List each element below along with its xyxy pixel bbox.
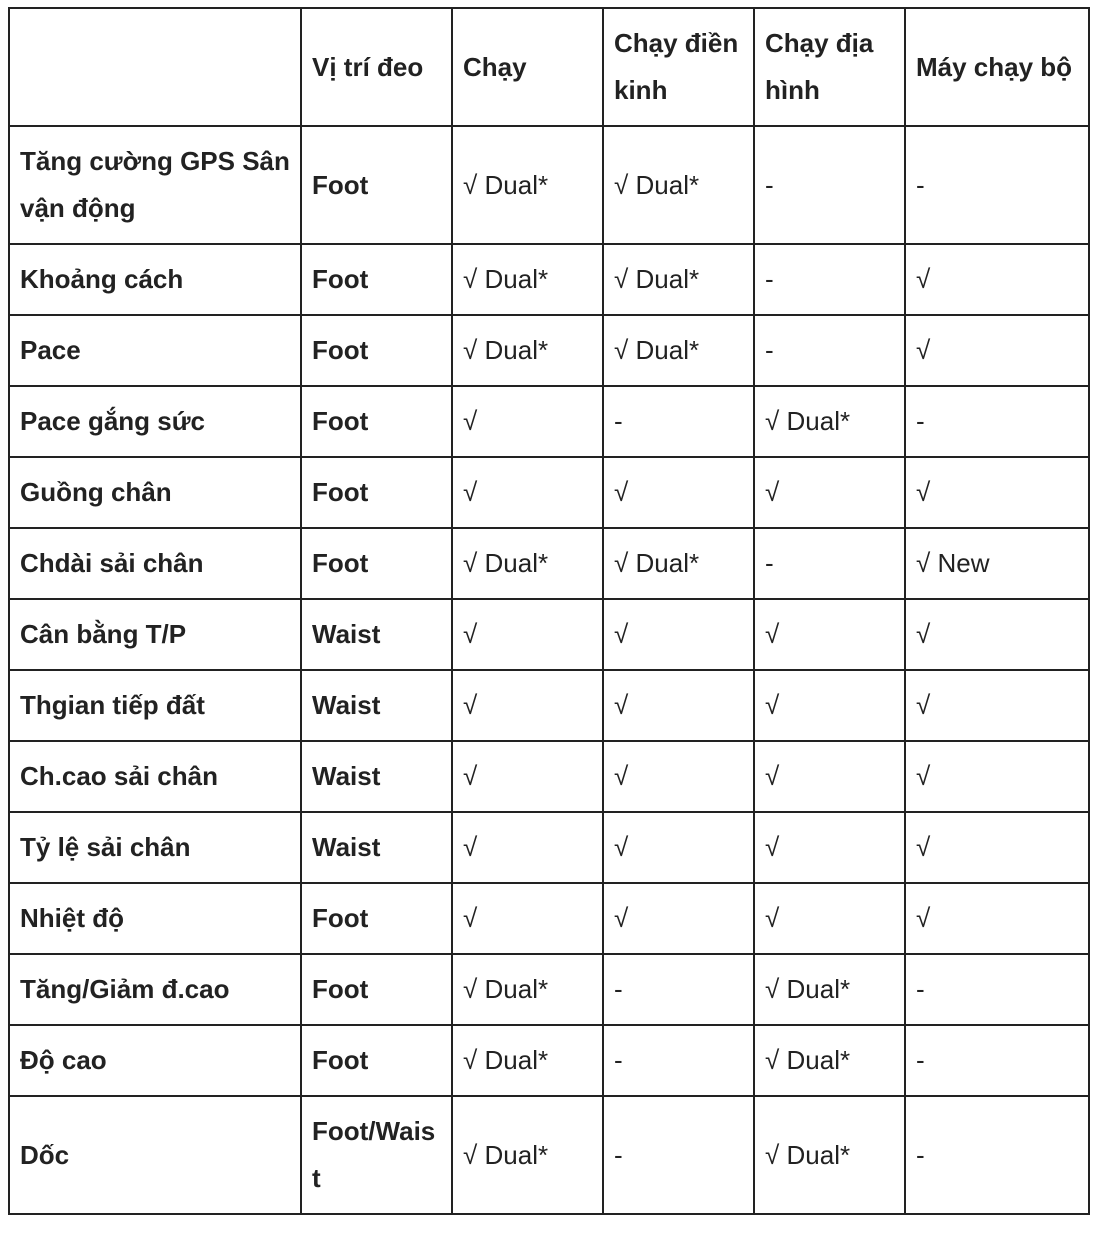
trail-run-support-cell: √ [754,670,905,741]
trail-run-support-cell: √ Dual* [754,1096,905,1214]
header-row [9,8,1089,126]
track-run-support-cell: √ Dual* [603,126,754,244]
treadmill-support-cell: √ [905,457,1089,528]
table-row [9,126,1089,244]
run-support-cell: √ [452,670,603,741]
treadmill-support-cell: √ [905,670,1089,741]
treadmill-support-cell: - [905,954,1089,1025]
trail-run-support-cell: √ [754,741,905,812]
metric-name-cell: Pace [9,315,301,386]
treadmill-support-cell: √ [905,812,1089,883]
treadmill-support-cell: √ [905,244,1089,315]
track-run-support-cell: √ [603,883,754,954]
table-row [9,670,1089,741]
header-cell-trail-run: Chạy địa hình [754,8,905,126]
wear-position-cell: Waist [301,812,452,883]
trail-run-support-cell: - [754,244,905,315]
track-run-support-cell: - [603,954,754,1025]
table-row [9,386,1089,457]
metric-name-cell: Dốc [9,1096,301,1214]
metric-name-cell: Thgian tiếp đất [9,670,301,741]
treadmill-support-cell: √ [905,741,1089,812]
wear-position-cell: Foot [301,528,452,599]
metric-name-cell: Tăng/Giảm đ.cao [9,954,301,1025]
table-row [9,883,1089,954]
trail-run-support-cell: √ [754,457,905,528]
metric-name-cell: Pace gắng sức [9,386,301,457]
track-run-support-cell: - [603,1025,754,1096]
run-support-cell: √ Dual* [452,954,603,1025]
trail-run-support-cell: - [754,126,905,244]
run-support-cell: √ Dual* [452,1025,603,1096]
track-run-support-cell: √ Dual* [603,528,754,599]
track-run-support-cell: √ Dual* [603,244,754,315]
metric-name-cell: Tỷ lệ sải chân [9,812,301,883]
run-support-cell: √ Dual* [452,126,603,244]
trail-run-support-cell: √ Dual* [754,954,905,1025]
table-row [9,315,1089,386]
table-row [9,528,1089,599]
run-support-cell: √ [452,812,603,883]
metric-name-cell: Nhiệt độ [9,883,301,954]
run-support-cell: √ Dual* [452,244,603,315]
header-cell-treadmill: Máy chạy bộ [905,8,1089,126]
table-body [9,8,1089,1214]
metric-name-cell: Chdài sải chân [9,528,301,599]
run-support-cell: √ [452,883,603,954]
header-cell-empty [9,8,301,126]
run-support-cell: √ [452,457,603,528]
run-support-cell: √ [452,386,603,457]
wear-position-cell: Foot [301,954,452,1025]
header-cell-wear-position: Vị trí đeo [301,8,452,126]
metric-name-cell: Độ cao [9,1025,301,1096]
treadmill-support-cell: √ [905,599,1089,670]
wear-position-cell: Foot [301,1025,452,1096]
trail-run-support-cell: - [754,528,905,599]
header-cell-track-run: Chạy điền kinh [603,8,754,126]
table-row [9,812,1089,883]
trail-run-support-cell: √ [754,599,905,670]
track-run-support-cell: √ [603,812,754,883]
wear-position-cell: Foot [301,244,452,315]
wear-position-cell: Waist [301,741,452,812]
header-cell-run: Chạy [452,8,603,126]
treadmill-support-cell: - [905,1096,1089,1214]
wear-position-cell: Foot [301,315,452,386]
track-run-support-cell: √ [603,670,754,741]
wear-position-cell: Waist [301,599,452,670]
table-row [9,599,1089,670]
track-run-support-cell: - [603,1096,754,1214]
table-row [9,1025,1089,1096]
track-run-support-cell: - [603,386,754,457]
wear-position-cell: Foot [301,883,452,954]
trail-run-support-cell: √ [754,812,905,883]
trail-run-support-cell: √ Dual* [754,386,905,457]
run-support-cell: √ [452,599,603,670]
treadmill-support-cell: - [905,1025,1089,1096]
treadmill-support-cell: - [905,386,1089,457]
run-support-cell: √ Dual* [452,528,603,599]
wear-position-cell: Waist [301,670,452,741]
metric-name-cell: Khoảng cách [9,244,301,315]
metric-name-cell: Tăng cường GPS Sân vận động [9,126,301,244]
treadmill-support-cell: - [905,126,1089,244]
table-row [9,1096,1089,1214]
track-run-support-cell: √ [603,457,754,528]
wear-position-cell: Foot [301,457,452,528]
wear-position-cell: Foot [301,126,452,244]
metrics-table [8,7,1090,1215]
table-row [9,741,1089,812]
track-run-support-cell: √ [603,599,754,670]
run-support-cell: √ Dual* [452,315,603,386]
metric-name-cell: Guồng chân [9,457,301,528]
trail-run-support-cell: √ Dual* [754,1025,905,1096]
track-run-support-cell: √ Dual* [603,315,754,386]
metric-name-cell: Ch.cao sải chân [9,741,301,812]
table-row [9,244,1089,315]
treadmill-support-cell: √ [905,315,1089,386]
trail-run-support-cell: - [754,315,905,386]
wear-position-cell: Foot/Waist [301,1096,452,1214]
treadmill-support-cell: √ New [905,528,1089,599]
table-row [9,457,1089,528]
trail-run-support-cell: √ [754,883,905,954]
run-support-cell: √ [452,741,603,812]
table-row [9,954,1089,1025]
wear-position-cell: Foot [301,386,452,457]
metric-name-cell: Cân bằng T/P [9,599,301,670]
track-run-support-cell: √ [603,741,754,812]
run-support-cell: √ Dual* [452,1096,603,1214]
treadmill-support-cell: √ [905,883,1089,954]
